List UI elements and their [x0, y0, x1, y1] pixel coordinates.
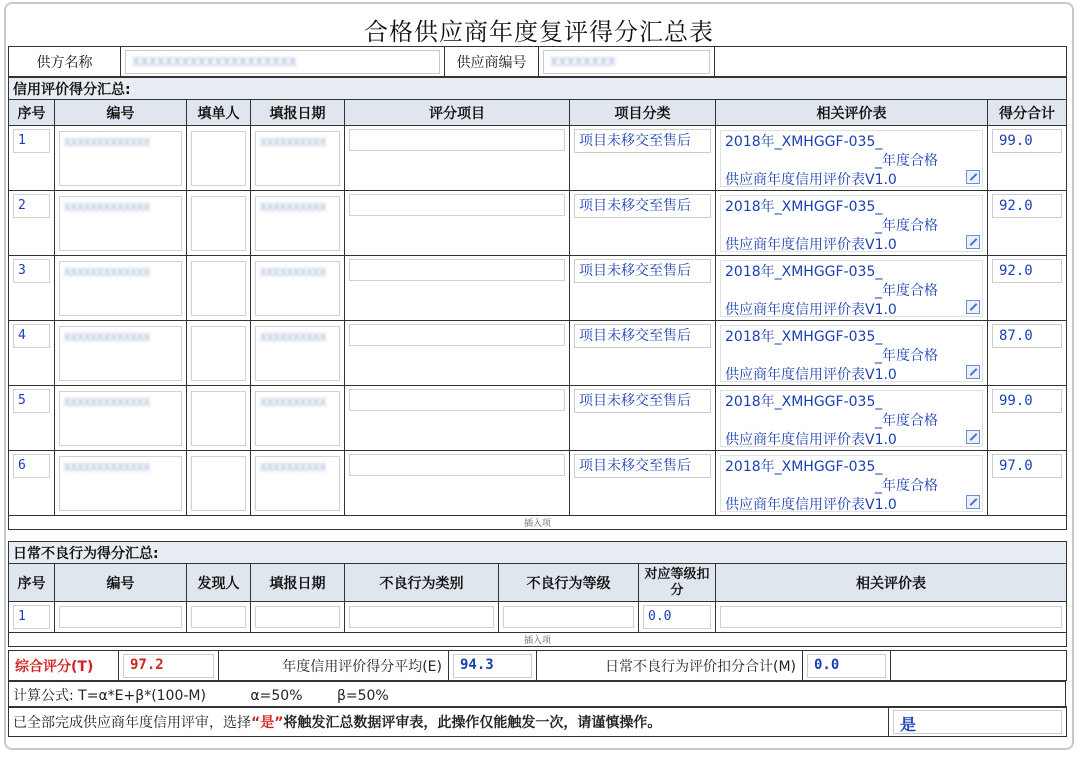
filler-field[interactable]	[191, 456, 246, 511]
related-form-link[interactable]	[720, 455, 983, 512]
category-field[interactable]: 项目未移交至售后	[574, 194, 711, 218]
avg-score-value: 94.3	[453, 654, 532, 678]
code-value: XXXXXXXXXXXXX	[64, 330, 151, 344]
category-field[interactable]: 项目未移交至售后	[574, 259, 711, 283]
deduction-total-label: 日常不良行为评价扣分合计(M)	[537, 651, 803, 681]
behavior-level-field[interactable]	[503, 606, 634, 628]
form-line-2: _年度合格	[875, 217, 938, 234]
col-behavior-level: 不良行为等级	[499, 564, 639, 602]
deduction-total-value: 0.0	[807, 654, 886, 678]
beta-text: β=50%	[336, 687, 389, 704]
form-line-2: _年度合格	[875, 347, 938, 364]
item-field[interactable]	[349, 389, 565, 411]
date-value: XXXXXXXXXX	[260, 460, 327, 474]
table-row	[9, 126, 1067, 191]
code-field[interactable]	[59, 261, 182, 316]
supplier-name-value: XXXXXXXXXXXXXXXXXXXX	[132, 54, 297, 69]
filler-field[interactable]	[191, 196, 246, 251]
form-line-1: 2018年_XMHGGF-035_	[725, 198, 883, 215]
table-row	[9, 602, 1067, 633]
summary-table	[8, 650, 1067, 681]
col-code: 编号	[55, 100, 187, 126]
item-field[interactable]	[349, 129, 565, 151]
item-field[interactable]	[349, 454, 565, 476]
supplier-code-value: XXXXXXXX	[550, 54, 616, 69]
date-field[interactable]	[255, 391, 340, 446]
date-value: XXXXXXXXXX	[260, 395, 327, 409]
code-field[interactable]	[59, 326, 182, 381]
seq-field[interactable]: 2	[13, 194, 50, 218]
formula-table	[8, 681, 1066, 708]
avg-score-label: 年度信用评价得分平均(E)	[219, 651, 449, 681]
col-related-form: 相关评价表	[716, 100, 988, 126]
score-field[interactable]: 99.0	[992, 129, 1062, 153]
form-line-1: 2018年_XMHGGF-035_	[725, 328, 883, 345]
formula-row	[9, 682, 1066, 708]
confirm-select[interactable]: 是	[893, 710, 1062, 734]
code-field[interactable]	[59, 131, 182, 186]
score-field[interactable]: 92.0	[992, 259, 1062, 283]
form-line-3: 供应商年度信用评价表V1.0	[725, 366, 897, 383]
form-line-3: 供应商年度信用评价表V1.0	[725, 171, 897, 188]
related-form-field[interactable]	[720, 606, 1062, 628]
edit-icon[interactable]	[966, 495, 980, 509]
table-row	[9, 191, 1067, 256]
edit-icon[interactable]	[966, 300, 980, 314]
form-line-2: _年度合格	[875, 152, 938, 169]
summary-empty-cell	[891, 651, 1067, 681]
seq-field[interactable]: 6	[13, 454, 50, 478]
filler-field[interactable]	[191, 391, 246, 446]
category-field[interactable]: 项目未移交至售后	[574, 454, 711, 478]
date-field[interactable]	[255, 326, 340, 381]
col-item: 评分项目	[345, 100, 570, 126]
score-field[interactable]: 97.0	[992, 454, 1062, 478]
table-row	[9, 321, 1067, 386]
supplier-name-field[interactable]	[125, 50, 440, 74]
code-value: XXXXXXXXXXXXX	[64, 265, 151, 279]
form-line-2: _年度合格	[875, 477, 938, 494]
date-field[interactable]	[255, 456, 340, 511]
related-form-link[interactable]	[720, 390, 983, 447]
code-value: XXXXXXXXXXXXX	[64, 200, 151, 214]
col-code: 编号	[55, 564, 187, 602]
item-field[interactable]	[349, 259, 565, 281]
related-form-link[interactable]	[720, 325, 983, 382]
filler-field[interactable]	[191, 131, 246, 186]
col-date: 填报日期	[251, 100, 345, 126]
code-field[interactable]	[59, 456, 182, 511]
category-field[interactable]: 项目未移交至售后	[574, 389, 711, 413]
form-line-3: 供应商年度信用评价表V1.0	[725, 236, 897, 253]
form-line-1: 2018年_XMHGGF-035_	[725, 263, 883, 280]
col-filler: 填单人	[187, 100, 251, 126]
credit-section-heading: 信用评价得分汇总:	[9, 78, 1067, 100]
supplier-name-cell	[121, 47, 445, 77]
col-seq: 序号	[9, 564, 55, 602]
col-category: 项目分类	[570, 100, 716, 126]
related-form-link[interactable]	[720, 260, 983, 317]
related-form-link[interactable]	[720, 195, 983, 252]
insert-row-link[interactable]: 插入项	[9, 516, 1067, 530]
alpha-text: α=50%	[250, 687, 303, 704]
col-behavior-category: 不良行为类别	[345, 564, 499, 602]
confirm-table	[8, 706, 1067, 737]
formula-text: 计算公式: T=α*E+β*(100-M)	[13, 687, 206, 704]
date-value: XXXXXXXXXX	[260, 330, 327, 344]
total-score-label: 综合评分(T)	[9, 651, 119, 681]
date-value: XXXXXXXXXX	[260, 265, 327, 279]
related-form-link[interactable]	[720, 130, 983, 187]
supplier-info-table	[8, 46, 1067, 77]
col-deduction: 对应等级扣分	[639, 564, 716, 602]
code-value: XXXXXXXXXXXXX	[64, 135, 151, 149]
seq-field[interactable]: 5	[13, 389, 50, 413]
table-row	[9, 451, 1067, 516]
edit-icon[interactable]	[966, 430, 980, 444]
table-row	[9, 256, 1067, 321]
supplier-name-label: 供方名称	[9, 47, 121, 77]
item-field[interactable]	[349, 194, 565, 216]
edit-icon[interactable]	[966, 235, 980, 249]
credit-evaluation-table	[8, 77, 1067, 530]
form-line-1: 2018年_XMHGGF-035_	[725, 133, 883, 150]
category-field[interactable]: 项目未移交至售后	[574, 324, 711, 348]
code-value: XXXXXXXXXXXXX	[64, 395, 151, 409]
date-value: XXXXXXXXXX	[260, 135, 327, 149]
score-field[interactable]: 99.0	[992, 389, 1062, 413]
date-field[interactable]	[255, 606, 340, 628]
seq-field[interactable]: 1	[13, 129, 50, 153]
confirm-prefix: 已全部完成供应商年度信用评审，选择	[13, 714, 251, 731]
deduction-field[interactable]: 0.0	[643, 605, 711, 629]
form-line-2: _年度合格	[875, 412, 938, 429]
form-line-3: 供应商年度信用评价表V1.0	[725, 431, 897, 448]
filler-field[interactable]	[191, 326, 246, 381]
seq-field[interactable]: 4	[13, 324, 50, 348]
form-line-1: 2018年_XMHGGF-035_	[725, 393, 883, 410]
date-field[interactable]	[255, 131, 340, 186]
seq-field[interactable]: 3	[13, 259, 50, 283]
form-line-1: 2018年_XMHGGF-035_	[725, 458, 883, 475]
bad-section-heading: 日常不良行为得分汇总:	[9, 542, 1067, 564]
form-line-3: 供应商年度信用评价表V1.0	[725, 496, 897, 513]
filler-field[interactable]	[191, 261, 246, 316]
supplier-code-label: 供应商编号	[445, 47, 539, 77]
col-finder: 发现人	[187, 564, 251, 602]
code-field[interactable]	[59, 606, 182, 628]
col-score: 得分合计	[988, 100, 1067, 126]
date-field[interactable]	[255, 196, 340, 251]
supplier-code-cell	[539, 47, 715, 77]
category-field[interactable]: 项目未移交至售后	[574, 129, 711, 153]
confirm-quote: “是”	[251, 714, 284, 731]
col-related-form: 相关评价表	[716, 564, 1067, 602]
edit-icon[interactable]	[966, 170, 980, 184]
seq-field[interactable]: 1	[13, 605, 50, 629]
score-field[interactable]: 92.0	[992, 194, 1062, 218]
col-date: 填报日期	[251, 564, 345, 602]
supplier-code-field[interactable]	[543, 50, 710, 74]
date-value: XXXXXXXXXX	[260, 200, 327, 214]
form-line-3: 供应商年度信用评价表V1.0	[725, 301, 897, 318]
form-line-2: _年度合格	[875, 282, 938, 299]
page-title: 合格供应商年度复评得分汇总表	[364, 18, 714, 46]
confirm-suffix: 将触发汇总数据评审表，此操作仅能触发一次，请谨慎操作。	[283, 714, 662, 731]
total-score-value: 97.2	[123, 654, 214, 678]
edit-icon[interactable]	[966, 365, 980, 379]
finder-field[interactable]	[191, 606, 246, 628]
code-field[interactable]	[59, 391, 182, 446]
bad-behavior-table	[8, 541, 1067, 647]
code-field[interactable]	[59, 196, 182, 251]
code-value: XXXXXXXXXXXXX	[64, 460, 151, 474]
item-field[interactable]	[349, 324, 565, 346]
score-field[interactable]: 87.0	[992, 324, 1062, 348]
table-row	[9, 386, 1067, 451]
confirm-message	[9, 707, 889, 737]
supplier-empty-cell	[715, 47, 1067, 77]
col-seq: 序号	[9, 100, 55, 126]
behavior-category-field[interactable]	[349, 606, 494, 628]
date-field[interactable]	[255, 261, 340, 316]
insert-row-link[interactable]: 插入项	[9, 633, 1067, 647]
